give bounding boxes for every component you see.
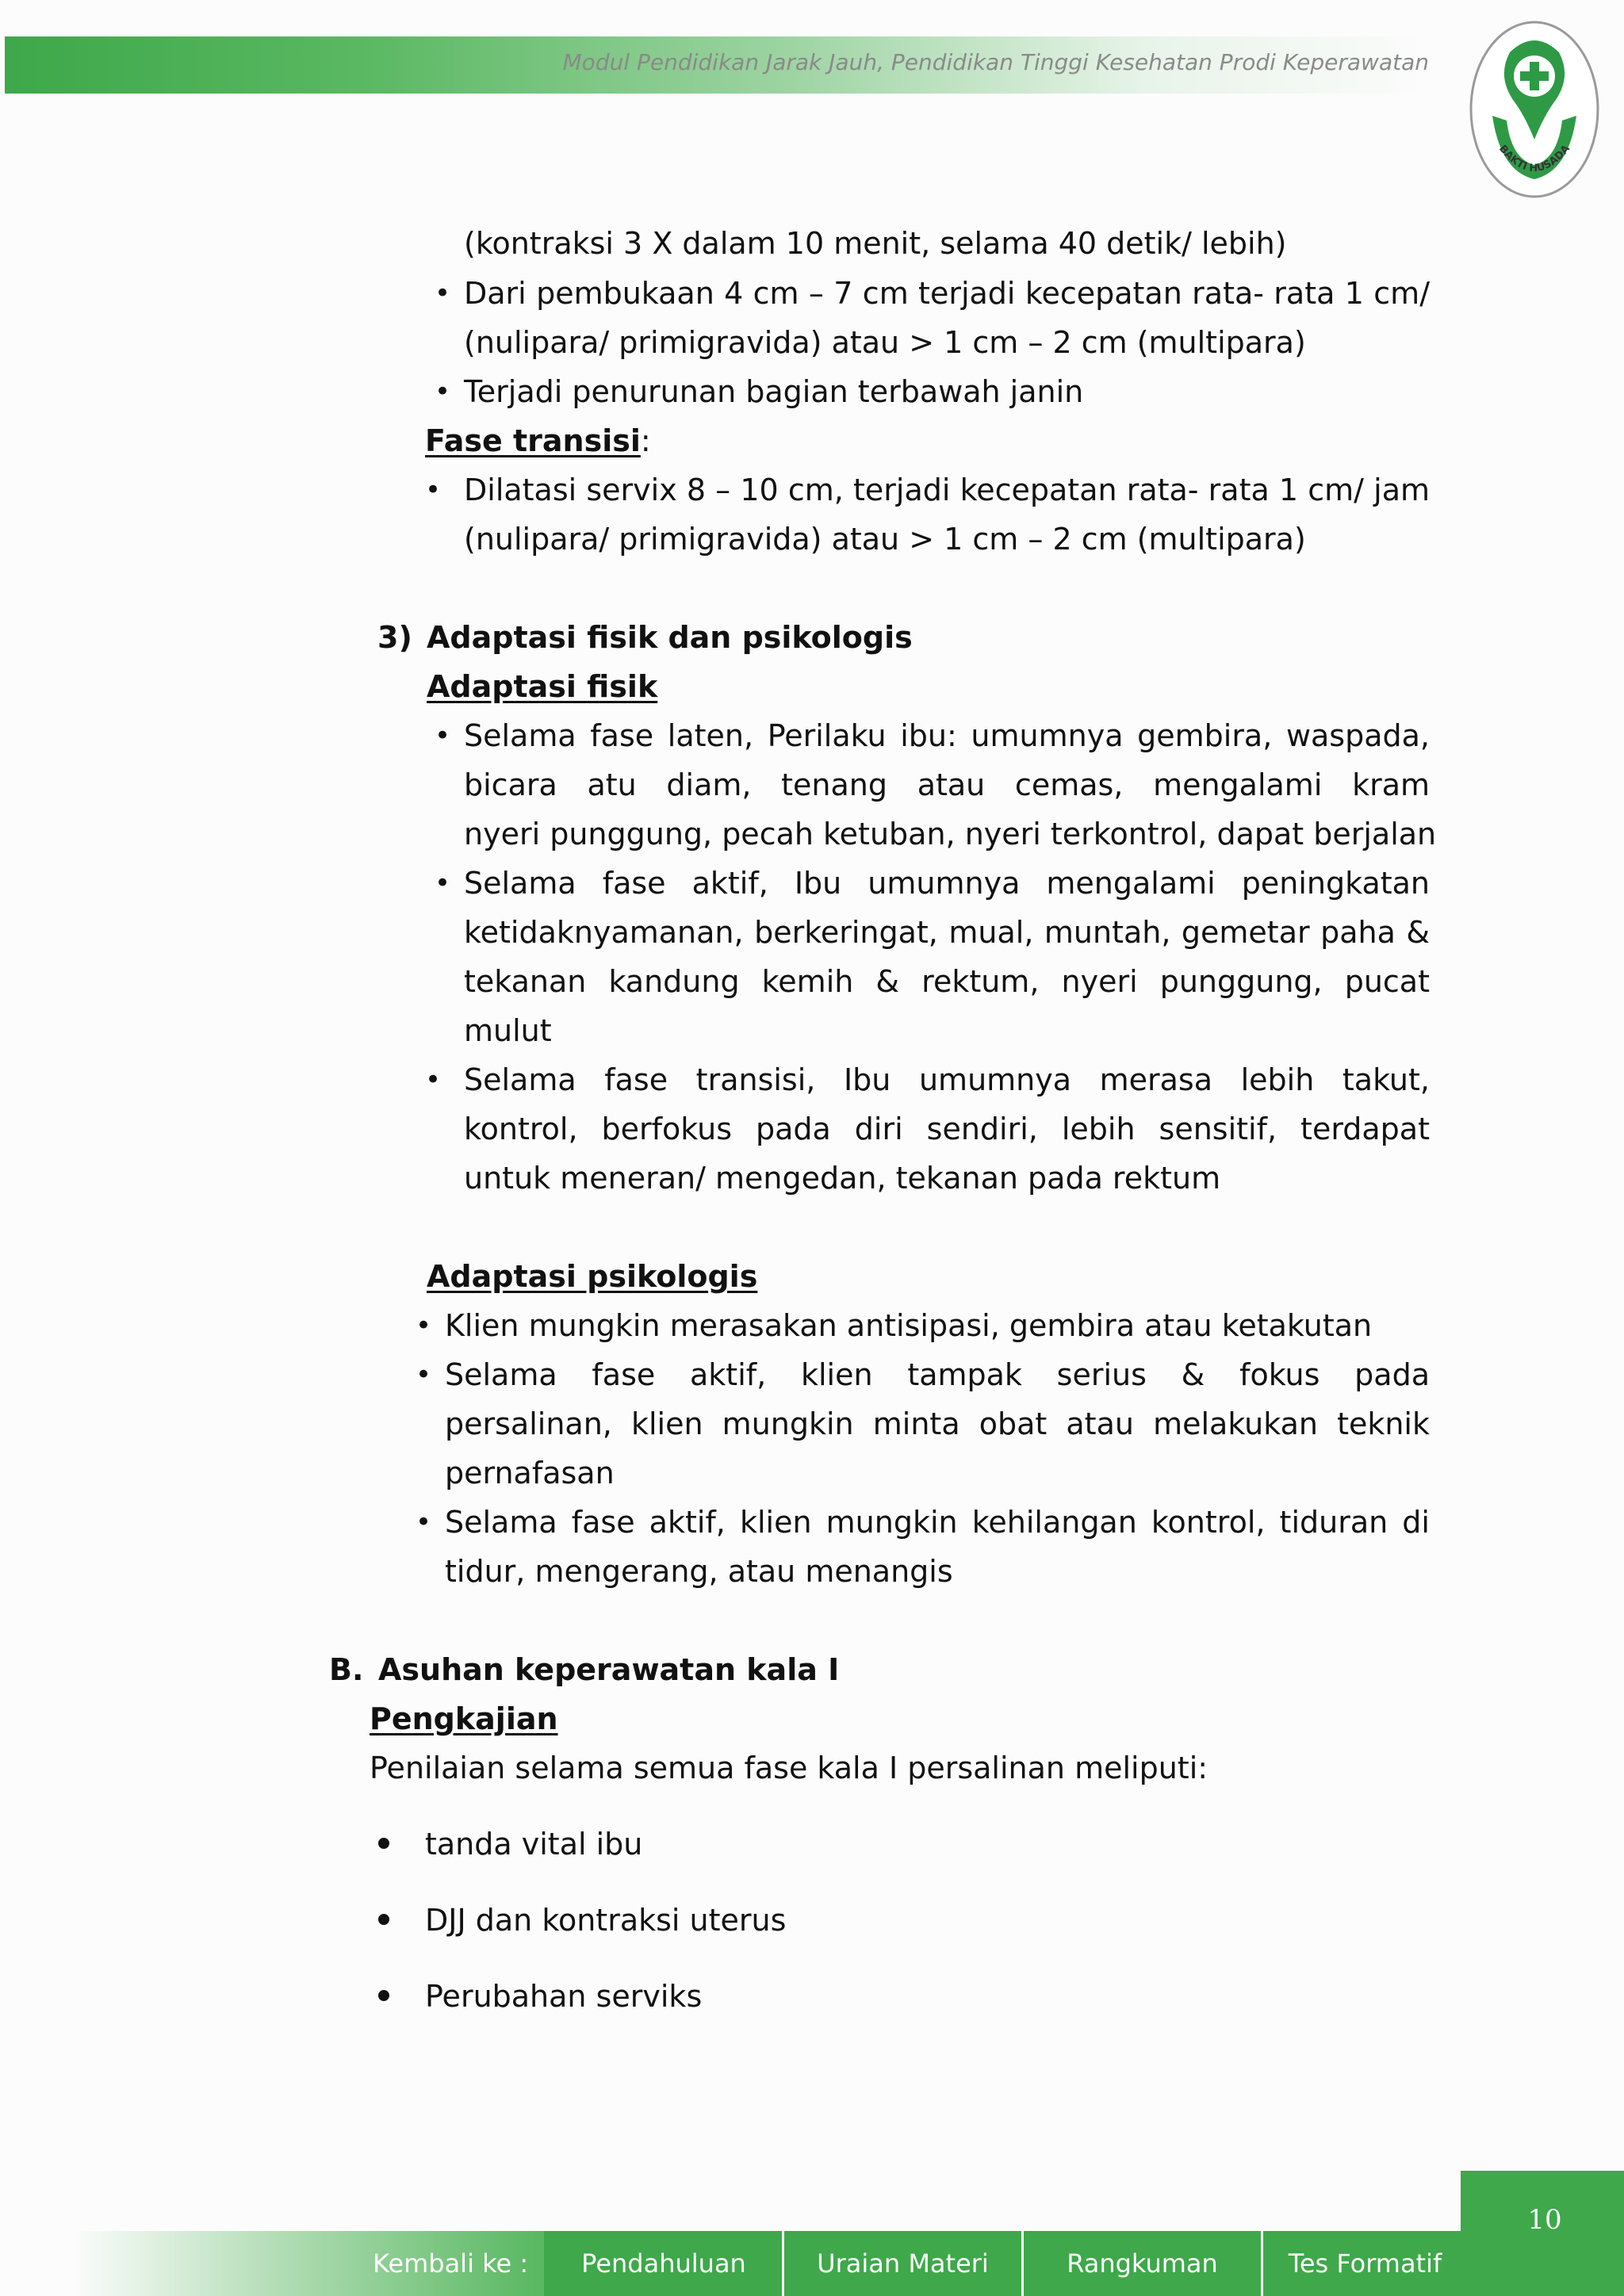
bullet: •	[416, 1310, 432, 1341]
section-number: 3)	[377, 620, 412, 655]
section-title: Asuhan keperawatan kala I	[378, 1652, 840, 1687]
text-line: nyeri punggung, pecah ketuban, nyeri terkontrol, dapat berjalan	[464, 817, 1437, 851]
bullet: •	[425, 474, 442, 506]
text-line: tidur, mengerang, atau menangis	[445, 1554, 953, 1589]
text-line: tekanan kandung kemih & rektum, nyeri punggung, pucat	[464, 964, 1430, 999]
text-line: kontrol, berfokus pada diri sendiri, lebih sensitif, terdapat	[464, 1112, 1430, 1146]
bullet-dot	[378, 1990, 389, 2001]
bullet: •	[435, 376, 451, 408]
svg-text:BAKTI HUSADA: BAKTI HUSADA	[1496, 143, 1572, 175]
text-line: bicara atu diam, tenang atau cemas, mengalami kram	[464, 767, 1430, 802]
text-line: (nulipara/ primigravida) atau > 1 cm – 2 cm (multipara)	[464, 522, 1306, 557]
list-item: Perubahan serviks	[425, 1979, 703, 2014]
text-line: Dilatasi servix 8 – 10 cm, terjadi kecepatan rata- rata 1 cm/ jam	[464, 473, 1430, 507]
text-line: (nulipara/ primigravida) atau > 1 cm – 2 cm (multipara)	[464, 325, 1306, 360]
subheading-adaptasi-fisik: Adaptasi fisik	[427, 669, 658, 704]
nav-tes-formatif-button[interactable]: Tes Formatif	[1261, 2231, 1467, 2296]
text-line: Selama fase aktif, klien mungkin kehilangan kontrol, tiduran di	[445, 1505, 1430, 1540]
subheading-fase-transisi: Fase transisi:	[425, 423, 651, 458]
text-line: Selama fase transisi, Ibu umumnya merasa lebih takut,	[464, 1062, 1430, 1097]
page-number: 10	[1527, 2204, 1562, 2236]
list-item: DJJ dan kontraksi uterus	[425, 1903, 787, 1938]
bullet: •	[435, 720, 451, 752]
back-to-label: Kembali ke :	[373, 2248, 529, 2279]
text-line: Dari pembukaan 4 cm – 7 cm terjadi kecepatan rata- rata 1 cm/	[464, 276, 1430, 311]
bullet-dot	[378, 1838, 389, 1849]
text-line: (kontraksi 3 X dalam 10 menit, selama 40 detik/ lebih)	[464, 226, 1287, 261]
nav-rangkuman-button[interactable]: Rangkuman	[1021, 2231, 1261, 2296]
subheading-pengkajian: Pengkajian	[370, 1701, 558, 1736]
nav-uraian-materi-button[interactable]: Uraian Materi	[782, 2231, 1021, 2296]
bullet: •	[435, 867, 451, 899]
bullet: •	[416, 1506, 432, 1538]
section-letter: B.	[329, 1652, 364, 1687]
text-line: Selama fase aktif, klien tampak serius & fokus pada	[445, 1357, 1430, 1392]
nav-pendahuluan-button[interactable]: Pendahuluan	[544, 2231, 783, 2296]
bullet: •	[425, 1064, 442, 1096]
text-line: Klien mungkin merasakan antisipasi, gembira atau ketakutan	[445, 1308, 1373, 1343]
text-line: pernafasan	[445, 1456, 615, 1490]
text-line: Penilaian selama semua fase kala I persalinan meliputi:	[370, 1751, 1208, 1785]
bullet: •	[435, 277, 451, 309]
bullet: •	[416, 1359, 432, 1391]
section-title: Adaptasi fisik dan psikologis	[427, 620, 913, 655]
subheading-adaptasi-psikologis: Adaptasi psikologis	[427, 1259, 758, 1294]
text-line: Selama fase aktif, Ibu umumnya mengalami peningkatan	[464, 866, 1430, 901]
text-line: Terjadi penurunan bagian terbawah janin	[464, 374, 1084, 409]
bullet-dot	[378, 1914, 389, 1925]
text-line: persalinan, klien mungkin minta obat atau melakukan teknik	[445, 1406, 1430, 1441]
text-line: Selama fase laten, Perilaku ibu: umumnya gembira, waspada,	[464, 718, 1430, 753]
text-line: mulut	[464, 1013, 552, 1048]
text-line: ketidaknyamanan, berkeringat, mual, muntah, gemetar paha &	[464, 915, 1430, 950]
text-line: untuk meneran/ mengedan, tekanan pada rektum	[464, 1161, 1221, 1196]
header-title: Modul Pendidikan Jarak Jauh, Pendidikan Tinggi Kesehatan Prodi Keperawatan	[562, 49, 1429, 75]
list-item: tanda vital ibu	[425, 1827, 643, 1862]
